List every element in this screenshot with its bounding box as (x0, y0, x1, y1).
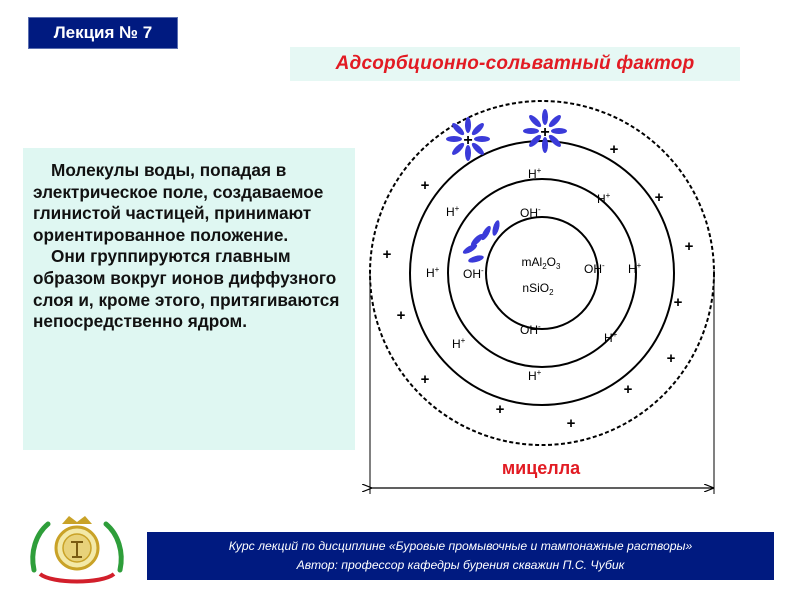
plus-charge: + (623, 381, 633, 398)
core-formula-line-1: $mAl_2O_3$ (521, 255, 561, 271)
hydrated-ion-cluster (523, 109, 567, 153)
footer-author-line: Автор: профессор кафедры бурения скважин П.С. Чубик (296, 558, 625, 572)
footer-banner (147, 532, 774, 580)
lecture-number-label: Лекция № 7 (53, 23, 153, 42)
ion-oh: OH- (520, 322, 541, 337)
plus-charge: + (396, 307, 406, 324)
description-panel (23, 148, 355, 450)
micelle-diagram (360, 100, 740, 505)
diffuse-layer-ring (370, 101, 714, 445)
ion-h: H+ (628, 261, 642, 276)
plus-charge: + (684, 238, 694, 255)
hydrated-ion-cluster (446, 117, 490, 161)
micelle-label: мицелла (501, 458, 581, 478)
core-formula-line-2: nSiO$_2$ (522, 281, 554, 297)
ion-h: H+ (528, 166, 542, 181)
plus-charge: + (654, 189, 664, 206)
ion-h: H+ (426, 265, 440, 280)
lecture-number-badge (28, 17, 178, 49)
cation-plus: + (540, 124, 550, 141)
cation-plus: + (463, 132, 473, 149)
footer-course-line: Курс лекций по дисциплине «Буровые промывочные и тампонажные растворы» (228, 539, 693, 553)
ion-h: H+ (604, 330, 618, 345)
plus-charge: + (495, 401, 505, 418)
description-paragraph-2: Они группируются главным образом вокруг ионов диффузного слоя и, кроме этого, притягиваются непосредственно ядром. (33, 246, 340, 332)
core-ring (486, 217, 598, 329)
topic-title (290, 47, 740, 81)
plus-charge: + (420, 177, 430, 194)
ion-h: H+ (528, 368, 542, 383)
ion-h: H+ (446, 204, 460, 219)
topic-title-text: Адсорбционно-сольватный фактор (335, 53, 695, 74)
ion-h: H+ (597, 191, 611, 206)
plus-charge: + (382, 246, 392, 263)
university-logo (22, 512, 132, 592)
plus-charge: + (673, 294, 683, 311)
ion-oh: OH- (463, 266, 484, 281)
description-paragraph-1: Молекулы воды, попадая в электрическое поле, создаваемое глинистой частицей, принимают ориентированное положение. (33, 160, 324, 245)
ion-oh: OH- (520, 205, 541, 220)
plus-charge: + (420, 371, 430, 388)
plus-charge: + (666, 350, 676, 367)
ion-h: H+ (452, 336, 466, 351)
plus-charge: + (609, 141, 619, 158)
plus-charge: + (566, 415, 576, 432)
ion-oh: OH- (584, 261, 605, 276)
